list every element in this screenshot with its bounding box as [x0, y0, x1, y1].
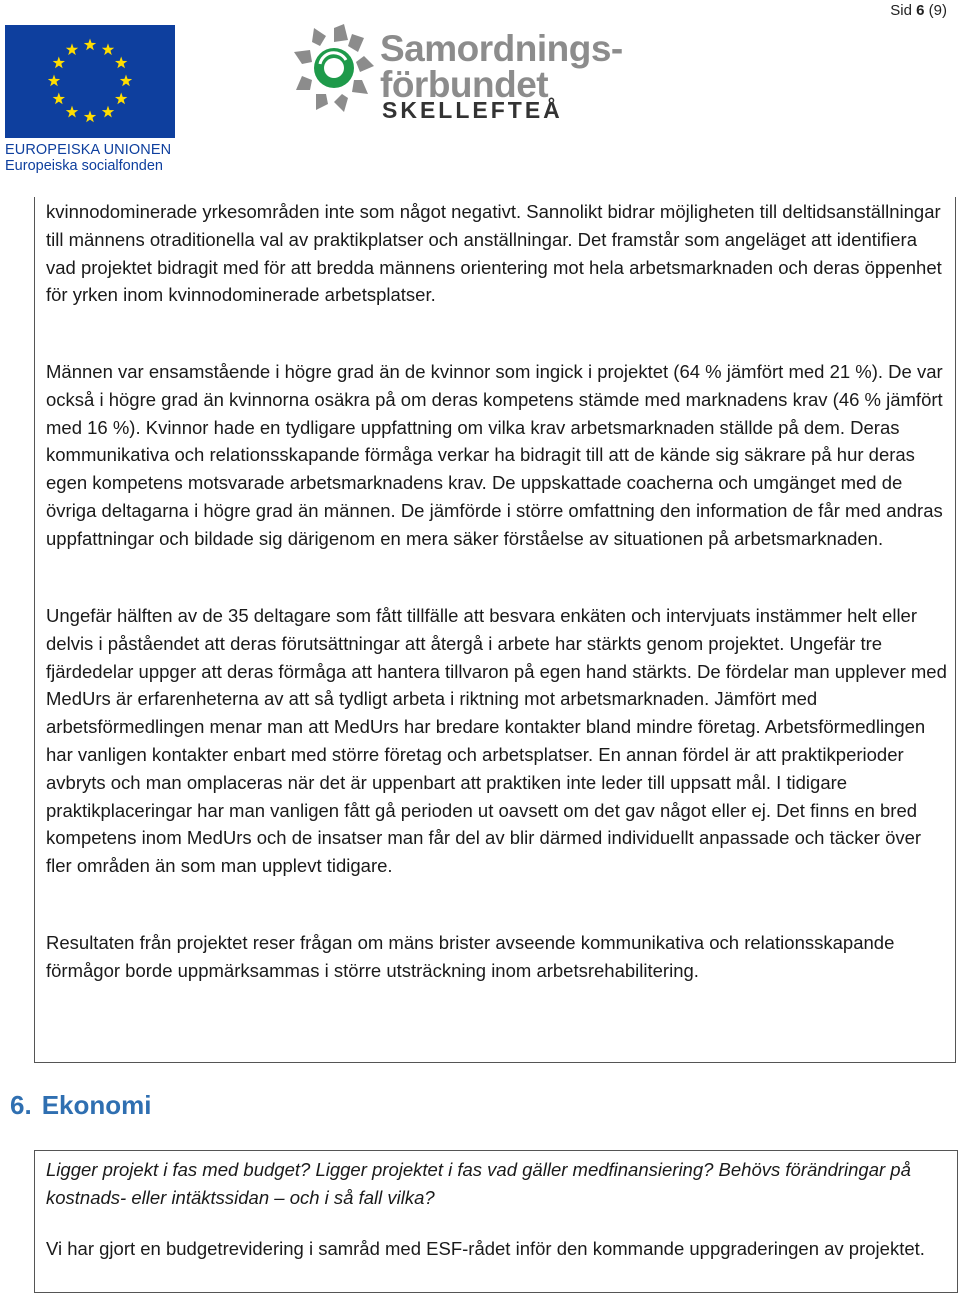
eu-name: EUROPEISKA UNIONEN [5, 142, 172, 158]
paragraph-4: Resultaten från projektet reser frågan om mäns brister avseende kommunikativa och relationsskapande förmågor borde uppmärksammas i större utsträckning inom arbetsrehabilitering. [46, 932, 895, 981]
ekonomi-box [34, 1150, 958, 1293]
page-number [890, 2, 947, 19]
samordningsforbundet-logo [290, 20, 623, 130]
page-current: 6 [916, 2, 925, 19]
section-number: 6. [10, 1090, 32, 1120]
sam-logo-line1: Samordnings- [380, 28, 623, 69]
ekonomi-question: Ligger projekt i fas med budget? Ligger projektet i fas vad gäller medfinansiering? Behövs förändringar på kostnads- eller intäktssidan – och i så fall vilka? [46, 1159, 911, 1208]
sam-logo-line3: SKELLEFTEÅ [382, 97, 563, 123]
page-label: Sid [890, 2, 912, 19]
sam-logo-line2: förbundet [380, 64, 549, 105]
eu-logo [5, 25, 175, 174]
samordningsforbundet-emblem-icon [290, 20, 378, 130]
paragraph-2: Männen var ensamstående i högre grad än de kvinnor som ingick i projektet (64 % jämfört med 21 %). De var också i högre grad än kvinnorna osäkra på om deras kompetens stämde med marknadens krav (46 % jämfört med 16 %). Kvinnor hade en tydligare uppfattning om vilka krav arbetsmarknaden ställde på dem. Deras kommunikativa och relationsskapande förmåga verkar ha bidragit till att de kände sig säkrare på hur deras egen kompetens motsvarade arbetsmarknadens krav. De uppskattade coacherna och umgänget med de övriga deltagarna i högre grad än männen. De jämförde i större omfattning den information de får med andras uppfattningar och bildade sig därigenom en mera säker förståelse av situationen på arbetsmarknaden. [46, 361, 943, 549]
eu-flag-icon [5, 25, 175, 138]
paragraph-1: kvinnodominerade yrkesområden inte som något negativt. Sannolikt bidrar möjligheten till deltidsanställningar till männens otraditionella val av praktikplatser och anställningar. Det framstår som angeläget att identifiera vad projektet bidragit med för att bredda männens orientering mot hela arbetsmarknaden och deras öppenhet för yrken inom kvinnodominerade arbetsplatser. [46, 201, 942, 306]
section-heading [10, 1090, 151, 1121]
ekonomi-answer: Vi har gjort en budgetrevidering i samråd med ESF-rådet inför den kommande uppgraderingen av projektet. [46, 1238, 925, 1259]
eu-fund-name: Europeiska socialfonden [5, 158, 163, 174]
paragraph-3: Ungefär hälften av de 35 deltagare som fått tillfälle att besvara enkäten och intervjuats instämmer helt eller delvis i påståendet att deras förutsättningar att återgå i arbete har stärkts genom projektet. Ungefär tre fjärdedelar uppger att deras förmåga att hantera tillvaron på egen hand stärkts. De fördelar man upplever med MedUrs är erfarenheterna av att så tydligt arbeta i riktning mot arbetsmarknaden. Jämfört med arbetsförmedlingen menar man att MedUrs har bredare kontakter bland mindre företag. Arbetsförmedlingen har vanligen kontakter enbart med större företag och arbetsplatser. En annan fördel är att praktikperioder avbryts och man omplaceras när det är uppenbart att praktiken inte leder till uppsatt mål. I tidigare praktikplaceringar har man vanligen fått gå perioden ut oavsett om det gav något eller ej. Det finns en bred kompetens inom MedUrs och de insatser man får del av blir därmed individuellt anpassade och täcker över fler områden än som man upplevt tidigare. [46, 605, 947, 877]
section-title: Ekonomi [41, 1090, 152, 1120]
page-total: (9) [928, 2, 947, 19]
main-text-box [34, 197, 956, 1063]
